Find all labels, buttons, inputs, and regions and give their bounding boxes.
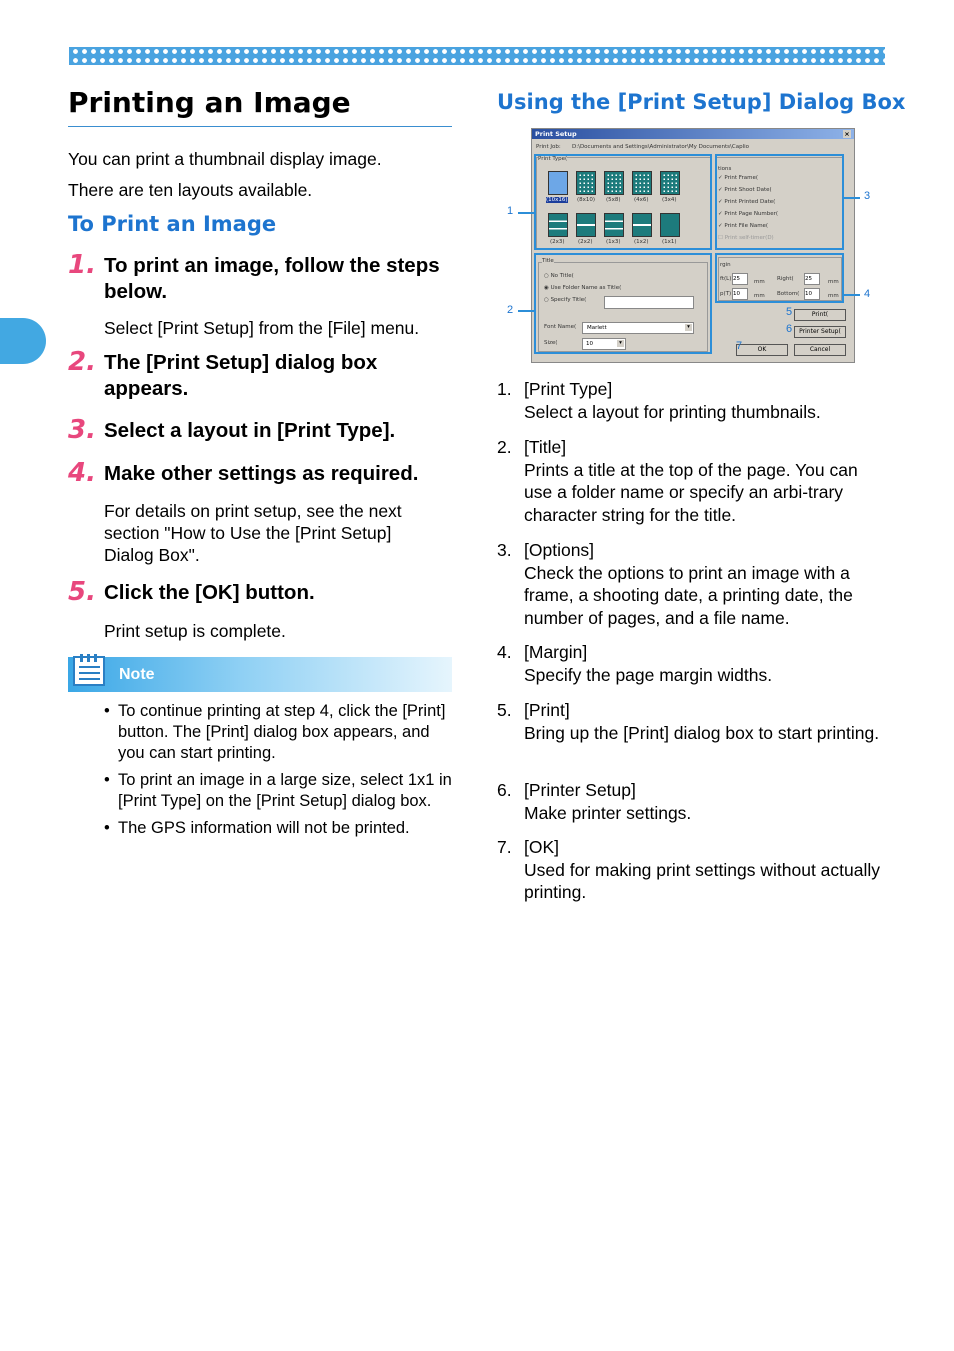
- callout-box-title: [534, 253, 712, 354]
- option-checkbox[interactable]: ✓ Print Shoot Date(: [718, 187, 772, 193]
- header-dotted-band: [69, 47, 885, 65]
- step-number: 2.: [68, 347, 96, 377]
- step-number: 4.: [68, 458, 96, 488]
- page-title: Printing an Image: [68, 86, 351, 119]
- option-label: Print Printed Date(: [724, 199, 776, 205]
- callout-line: [518, 212, 534, 214]
- layout-label: (1x1): [662, 239, 677, 245]
- list-item: [497, 641, 882, 686]
- margin-unit: mm: [754, 293, 765, 299]
- layout-label: (5x8): [606, 197, 621, 203]
- step-number: 1.: [68, 250, 96, 280]
- list-number: 2.: [497, 437, 512, 457]
- margin-label: rgin: [720, 262, 731, 268]
- list-body: Used for making print settings without actually printing.: [524, 859, 880, 902]
- title-radio-label: No Title(: [550, 273, 574, 279]
- callout-box-print-type: [534, 154, 712, 250]
- callout-box-margin: [715, 253, 844, 303]
- step-title: Make other settings as required.: [104, 462, 419, 485]
- list-number: 3.: [497, 540, 512, 560]
- layout-label: (10x16): [546, 197, 568, 203]
- callout-number: 2: [507, 304, 514, 316]
- margin-right-label: Right(: [777, 276, 794, 282]
- list-item: [497, 436, 882, 526]
- title-radio-label: Specify Title(: [550, 297, 587, 303]
- callout-line: [518, 310, 534, 312]
- step-title: Click the [OK] button.: [104, 581, 315, 604]
- margin-top-input[interactable]: 10: [732, 288, 748, 300]
- step-title: To print an image, follow the steps below.: [104, 254, 440, 303]
- note-item: • To print an image in a large size, select 1x1 in [Print Type] on the [Print Setup] dialog box.: [104, 770, 454, 812]
- print-button[interactable]: Print(: [794, 309, 846, 321]
- print-job-label: Print Job:: [536, 144, 561, 150]
- section-heading-left: To Print an Image: [68, 212, 277, 236]
- margin-bottom-label: Bottom(: [777, 291, 800, 297]
- list-head: [Title]: [524, 437, 567, 457]
- callout-line: [844, 294, 860, 296]
- chevron-down-icon[interactable]: ▾: [617, 340, 624, 347]
- margin-left-input[interactable]: 25: [732, 273, 748, 285]
- option-label: Print Page Number(: [724, 211, 779, 217]
- step-number: 5.: [68, 577, 96, 607]
- list-item: [497, 779, 882, 824]
- list-item: [497, 836, 882, 904]
- note-item: • The GPS information will not be printed.: [104, 818, 454, 839]
- layout-label: (3x4): [662, 197, 677, 203]
- list-head: [Options]: [524, 540, 595, 560]
- callout-number: 6: [786, 323, 793, 335]
- list-body: Specify the page margin widths.: [524, 664, 773, 685]
- list-item: [497, 539, 882, 629]
- step-title: The [Print Setup] dialog box appears.: [104, 351, 378, 400]
- chapter-tab: [0, 318, 46, 364]
- option-checkbox[interactable]: ✓ Print Frame(: [718, 175, 759, 181]
- list-head: [Margin]: [524, 642, 588, 662]
- note-label: Note: [119, 666, 155, 683]
- title-radio[interactable]: ○ No Title(: [544, 273, 574, 279]
- list-number: 4.: [497, 642, 512, 662]
- title-underline: [68, 126, 452, 127]
- margin-bottom-input[interactable]: 10: [804, 288, 820, 300]
- layout-label: (2x3): [550, 239, 565, 245]
- title-radio-label: Use Folder Name as Title(: [550, 285, 622, 291]
- list-number: 5.: [497, 700, 512, 720]
- callout-number: 1: [507, 205, 514, 217]
- section-heading-right: Using the [Print Setup] Dialog Box: [497, 90, 906, 114]
- dialog-close-icon[interactable]: ×: [844, 130, 850, 138]
- callout-number: 7: [736, 340, 743, 352]
- size-value: 10: [586, 341, 593, 347]
- font-name-value: Marlett: [587, 325, 607, 331]
- chevron-down-icon[interactable]: ▾: [685, 324, 692, 331]
- list-body: Select a layout for printing thumbnails.: [524, 401, 821, 422]
- option-checkbox[interactable]: ✓ Print Printed Date(: [718, 199, 776, 205]
- callout-number: 4: [864, 288, 871, 300]
- callout-line: [844, 197, 860, 199]
- list-item: [497, 699, 882, 744]
- list-body: Bring up the [Print] dialog box to start printing.: [524, 722, 880, 743]
- printer-setup-button[interactable]: Printer Setup(: [794, 326, 846, 338]
- callout-box-options: [715, 154, 844, 250]
- list-head: [Print Type]: [524, 379, 613, 399]
- cancel-button[interactable]: Cancel: [794, 344, 846, 356]
- step-body: Print setup is complete.: [104, 621, 286, 641]
- option-checkbox[interactable]: ✓ Print Page Number(: [718, 211, 779, 217]
- list-body: Make printer settings.: [524, 802, 692, 823]
- dialog-titlebar: [532, 129, 854, 139]
- options-label: tions: [718, 166, 732, 172]
- step-title: Select a layout in [Print Type].: [104, 419, 396, 442]
- list-number: 7.: [497, 837, 512, 857]
- option-label: Print self-timer(D): [724, 235, 774, 241]
- margin-unit: mm: [828, 293, 839, 299]
- option-checkbox[interactable]: ☐ Print self-timer(D): [718, 235, 774, 241]
- notepad-icon: [72, 654, 112, 688]
- layout-label: (1x2): [634, 239, 649, 245]
- size-label: Size(: [544, 340, 558, 346]
- margin-right-input[interactable]: 25: [804, 273, 820, 285]
- list-head: [OK]: [524, 837, 560, 857]
- print-type-label: Print Type(: [538, 156, 568, 162]
- list-number: 1.: [497, 379, 512, 399]
- title-group-label: Title: [542, 258, 554, 264]
- option-label: Print Frame(: [724, 175, 759, 181]
- intro-line-2: There are ten layouts available.: [68, 180, 313, 200]
- layout-label: (4x6): [634, 197, 649, 203]
- note-list: [104, 701, 454, 845]
- margin-unit: mm: [828, 279, 839, 285]
- margin-top-label: p(T): [720, 291, 732, 297]
- list-number: 6.: [497, 780, 512, 800]
- dialog-title: Print Setup: [535, 130, 577, 138]
- margin-left-label: ft(L): [720, 276, 732, 282]
- option-label: Print Shoot Date(: [724, 187, 772, 193]
- list-body: Prints a title at the top of the page. You can use a folder name or specify an arbi-trary character string for the title.: [524, 459, 858, 525]
- step-body: Select [Print Setup] from the [File] menu.: [104, 318, 420, 338]
- callout-number: 3: [864, 190, 871, 202]
- title-radio[interactable]: ◉ Use Folder Name as Title(: [544, 285, 622, 291]
- title-radio[interactable]: ○ Specify Title(: [544, 297, 587, 303]
- margin-unit: mm: [754, 279, 765, 285]
- print-job-path: D:\Documents and Settings\Administrator\My Documents\Caplio: [572, 144, 749, 150]
- list-body: Check the options to print an image with a frame, a shooting date, a printing date, the number of pages, and a file name.: [524, 562, 853, 628]
- font-name-label: Font Name(: [544, 324, 577, 330]
- layout-label: (2x2): [578, 239, 593, 245]
- intro-line-1: You can print a thumbnail display image.: [68, 149, 382, 169]
- list-head: [Print]: [524, 700, 570, 720]
- step-body: For details on print setup, see the next section "How to Use the [Print Setup] Dialog Box".: [104, 501, 402, 565]
- list-head: [Printer Setup]: [524, 780, 636, 800]
- option-label: Print File Name(: [724, 223, 769, 229]
- ok-button[interactable]: OK: [736, 344, 788, 356]
- layout-label: (8x10): [577, 197, 596, 203]
- note-item: • To continue printing at step 4, click the [Print] button. The [Print] dialog box appears, and you can start printing.: [104, 701, 454, 764]
- layout-label: (1x3): [606, 239, 621, 245]
- list-item: [497, 378, 882, 423]
- callout-number: 5: [786, 306, 793, 318]
- step-number: 3.: [68, 415, 96, 445]
- option-checkbox[interactable]: ✓ Print File Name(: [718, 223, 769, 229]
